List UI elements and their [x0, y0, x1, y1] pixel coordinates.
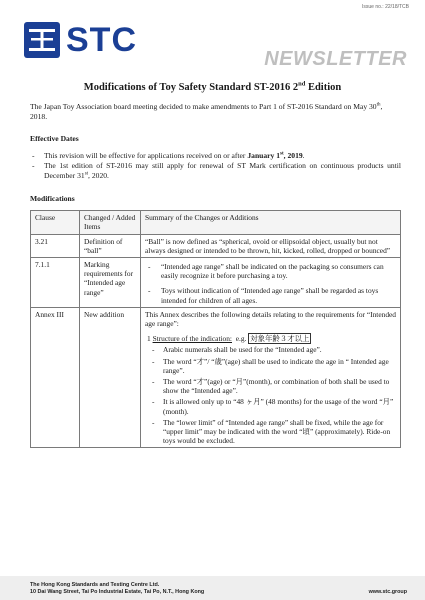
intro-paragraph: The Japan Toy Association board meeting decided to make amendments to Part 1 of ST-2016 Standard on May 30th, 2018. [30, 102, 383, 121]
item-cell: Marking requirements for “Intended age range” [80, 257, 141, 307]
stc-logo [24, 20, 137, 60]
clause-cell: Annex III [31, 307, 80, 448]
stc-logo-icon [24, 22, 60, 58]
issue-number: Issue no.: 22/18/TCB [362, 4, 409, 10]
summary-cell [141, 307, 401, 448]
modifications-heading: Modifications [30, 193, 75, 203]
stc-logo-text: STC [66, 21, 137, 59]
column-header: Summary of the Changes or Additions [141, 211, 401, 234]
modifications-table [30, 210, 401, 448]
item-cell: New addition [80, 307, 141, 448]
footer [0, 576, 425, 600]
list-item: - Toys without indication of “Intended age range” shall be regarded as toys intended for children of all ages. [145, 286, 396, 304]
item-cell: Definition of “ball” [80, 234, 141, 257]
column-header: Changed / Added Items [80, 211, 141, 234]
table-row [31, 257, 401, 307]
summary-cell: “Ball” is now defined as “spherical, ovoid or ellipsoidal object, usually but not always designed or intended to be thrown, hit, kicked, rolled, dropped or bounced” [141, 234, 401, 257]
list-item: - Arabic numerals shall be used for the “Intended age”. [145, 345, 396, 354]
clause-cell: 3.21 [31, 234, 80, 257]
website-link[interactable]: www.stc.group [368, 589, 407, 595]
company-address: 10 Dai Wang Street, Tai Po Industrial Estate, Tai Po, N.T., Hong Kong [30, 589, 205, 595]
summary-cell [141, 257, 401, 307]
table-row [31, 234, 401, 257]
annex-intro: This Annex describes the following details relating to the requirements for “Intended age range”: [145, 309, 397, 328]
page-title: Modifications of Toy Safety Standard ST-2016 2nd Edition [83, 80, 342, 93]
newsletter-label: NEWSLETTER [264, 48, 407, 70]
list-item: - The word “才”(age) or “月”(month), or combination of both shall be used to show the “Intended age”. [145, 377, 396, 395]
clause-cell: 7.1.1 [31, 257, 80, 307]
company-name: The Hong Kong Standards and Testing Centre Ltd. [30, 582, 160, 588]
list-item: - “Intended age range” shall be indicated on the packaging so consumers can easily recognize it before purchasing a toy. [145, 262, 396, 280]
list-item: - The “lower limit” of “Intended age range” shall be fixed, while the age for “upper limit” may be indicated with the word “頃” (approximately). Ride-on toys would be excluded. [145, 418, 396, 446]
effective-dates-list [30, 151, 401, 181]
structure-line: 1 Structure of the indication: e.g. 対象年齢３才以上 [147, 334, 310, 344]
age-label-example: 対象年齢３才以上 [250, 334, 310, 344]
list-item: - It is allowed only up to “48 ヶ月” (48 months) for the usage of the word “月” (month). [145, 397, 396, 415]
article-body [30, 102, 401, 448]
table-header-row [31, 211, 401, 234]
list-item: - The 1st edition of ST-2016 may still apply for renewal of ST Mark certification on continuous products until December 31st, 2020. [30, 161, 401, 180]
column-header: Clause [31, 211, 80, 234]
effective-dates-heading: Effective Dates [30, 134, 79, 144]
table-row [31, 307, 401, 448]
list-item: - The word “才”/ “歳”(age) shall be used to indicate the age in “ Intended age range”. [145, 357, 396, 375]
list-item: - This revision will be effective for applications received on or after January 1st, 2019. [30, 151, 401, 161]
